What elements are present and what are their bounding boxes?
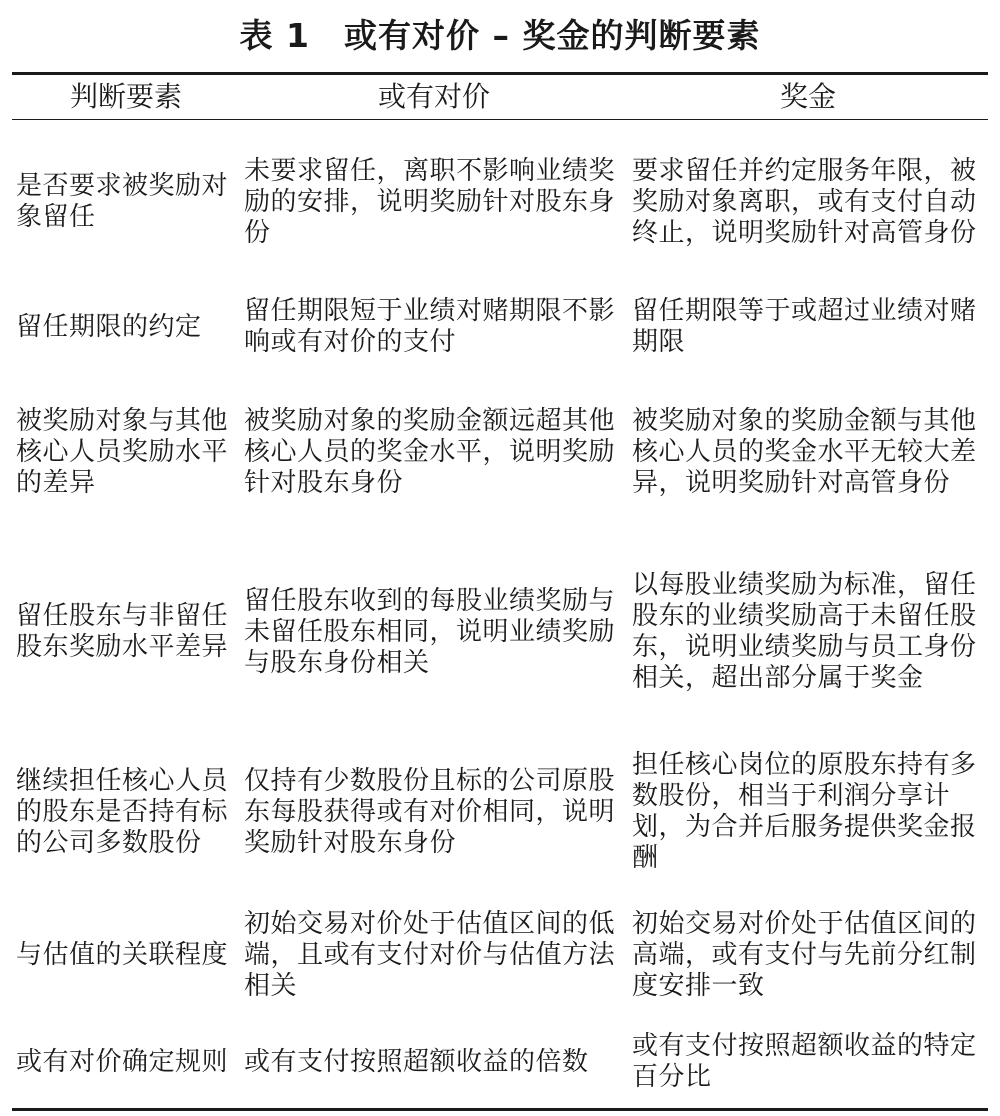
bonus-cell: 要求留任并约定服务年限，被奖励对象离职，或有支付自动终止，说明奖励针对高管身份 — [632, 155, 977, 248]
bonus-cell: 担任核心岗位的原股东持有多数股份，相当于利润分享计划，为合并后服务提供奖金报酬 — [632, 750, 977, 873]
factor-cell: 或有对价确定规则 — [16, 1046, 229, 1077]
factor-cell: 继续担任核心人员的股东是否持有标的公司多数股份 — [16, 765, 229, 858]
factor-cell: 被奖励对象与其他核心人员奖励水平的差异 — [16, 405, 229, 498]
header-row — [12, 74, 988, 120]
bonus-cell: 或有支付按照超额收益的特定百分比 — [632, 1031, 977, 1092]
contingent-cell: 未要求留任，离职不影响业绩奖励的安排，说明奖励针对股东身份 — [244, 155, 616, 248]
table-row — [12, 120, 988, 285]
bonus-cell: 留任期限等于或超过业绩对赌期限 — [632, 296, 977, 357]
contingent-cell: 被奖励对象的奖励金额远超其他核心人员的奖金水平，说明奖励针对股东身份 — [244, 405, 616, 498]
contingent-cell: 留任股东收到的每股业绩奖励与未留任股东相同，说明业绩奖励与股东身份相关 — [244, 585, 616, 678]
factor-cell: 留任期限的约定 — [16, 311, 202, 342]
factor-cell: 留任股东与非留任股东奖励水平差异 — [16, 601, 229, 662]
contingent-cell: 留任期限短于业绩对赌期限不影响或有对价的支付 — [244, 296, 616, 357]
bonus-cell: 被奖励对象的奖励金额与其他核心人员的奖金水平无较大差异，说明奖励针对高管身份 — [632, 405, 977, 498]
table-body — [12, 120, 988, 1110]
header-bonus: 奖金 — [628, 74, 988, 120]
contingent-cell: 或有支付按照超额收益的倍数 — [244, 1046, 589, 1077]
table-row — [12, 1016, 988, 1110]
contingent-cell: 仅持有少数股份且标的公司原股东每股获得或有对价相同，说明奖励针对股东身份 — [244, 765, 616, 858]
factor-cell: 是否要求被奖励对象留任 — [16, 171, 229, 232]
table-row — [12, 730, 988, 894]
table-row — [12, 284, 988, 370]
table-row — [12, 894, 988, 1016]
bonus-cell: 初始交易对价处于估值区间的高端，或有支付与先前分红制度安排一致 — [632, 908, 977, 1001]
table-row — [12, 370, 988, 534]
table-header — [12, 74, 988, 120]
header-factor: 判断要素 — [12, 74, 240, 120]
factor-cell: 与估值的关联程度 — [16, 939, 229, 970]
judgment-table — [12, 72, 988, 1111]
bonus-cell: 以每股业绩奖励为标准，留任股东的业绩奖励高于未留任股东，说明业绩奖励与员工身份相关，超出部分属于奖金 — [632, 570, 977, 693]
contingent-cell: 初始交易对价处于估值区间的低端，且或有支付对价与估值方法相关 — [244, 908, 616, 1001]
table-caption: 表 1 或有对价 – 奖金的判断要素 — [239, 16, 761, 55]
header-contingent-consideration: 或有对价 — [240, 74, 628, 120]
table-row — [12, 534, 988, 730]
